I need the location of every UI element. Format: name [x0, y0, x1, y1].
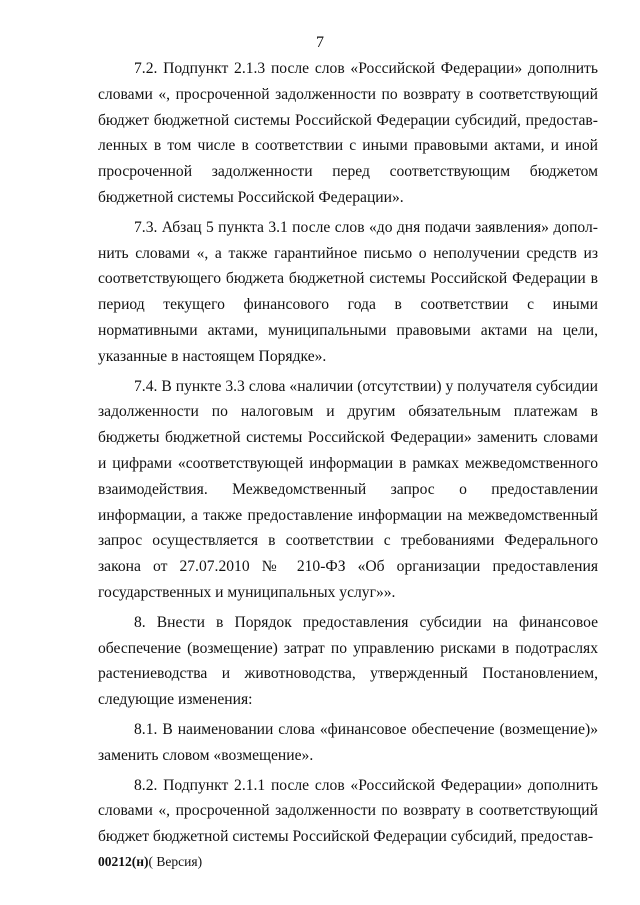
version-label: ( Версия): [148, 854, 203, 869]
document-code: 00212(н): [98, 854, 149, 869]
document-body: [98, 56, 598, 854]
paragraph-8: 8. Внести в Порядок предоставления субсидии на финансовое обеспечение (возмещение) затрат по управлению рисками в подотраслях растениеводства и животноводства, утвержденный Постановлением, следующие изменения:: [98, 613, 598, 709]
paragraph-8-2: 8.2. Подпункт 2.1.1 после слов «Российской Федерации» дополнить словами «, просроченной задолженности по возврату в соответствующий бюджет бюджетной системы Российской Федерации субсидий, предостав-: [98, 776, 598, 846]
page-number: 7: [316, 34, 324, 51]
paragraph-7-4: 7.4. В пункте 3.3 слова «наличии (отсутствии) у получателя субсидии задолженности по налоговым и другим обязательным платежам в бюджеты бюджетной системы Российской Федерации» заменить словами и цифрами «соответствующей информации в рамках межведомственного взаимодействия. Межведомственный запрос о предоставлении информации, а также предоставление информации на межведомственный запрос осуществляется в соответствии с требованиями Федерального закона от 27.07.2010 № 210-ФЗ «Об организации предоставления государственных и муниципальных услуг»».: [98, 377, 598, 601]
document-footer: [98, 854, 202, 870]
paragraph-7-3: 7.3. Абзац 5 пункта 3.1 после слов «до дня подачи заявления» дополнить словами «, а также гарантийное письмо о неполучении средств из соответствующего бюджета бюджетной системы Российской Федерации в период текущего финансового года в соответствии с иными нормативными актами, муниципальными правовыми актами на цели, указанные в настоящем Порядке».: [98, 218, 598, 365]
paragraph-8-1: 8.1. В наименовании слова «финансовое обеспечение (возмещение)» заменить словом «возмещение».: [98, 720, 598, 764]
paragraph-7-2: 7.2. Подпункт 2.1.3 после слов «Российской Федерации» дополнить словами «, просроченной задолженности по возврату в соответствующий бюджет бюджетной системы Российской Федерации субсидий, предоставленных в том числе в соответствии с иными правовыми актами, и иной просроченной задолженности перед соответствующим бюджетом бюджетной системы Российской Федерации».: [98, 60, 598, 206]
